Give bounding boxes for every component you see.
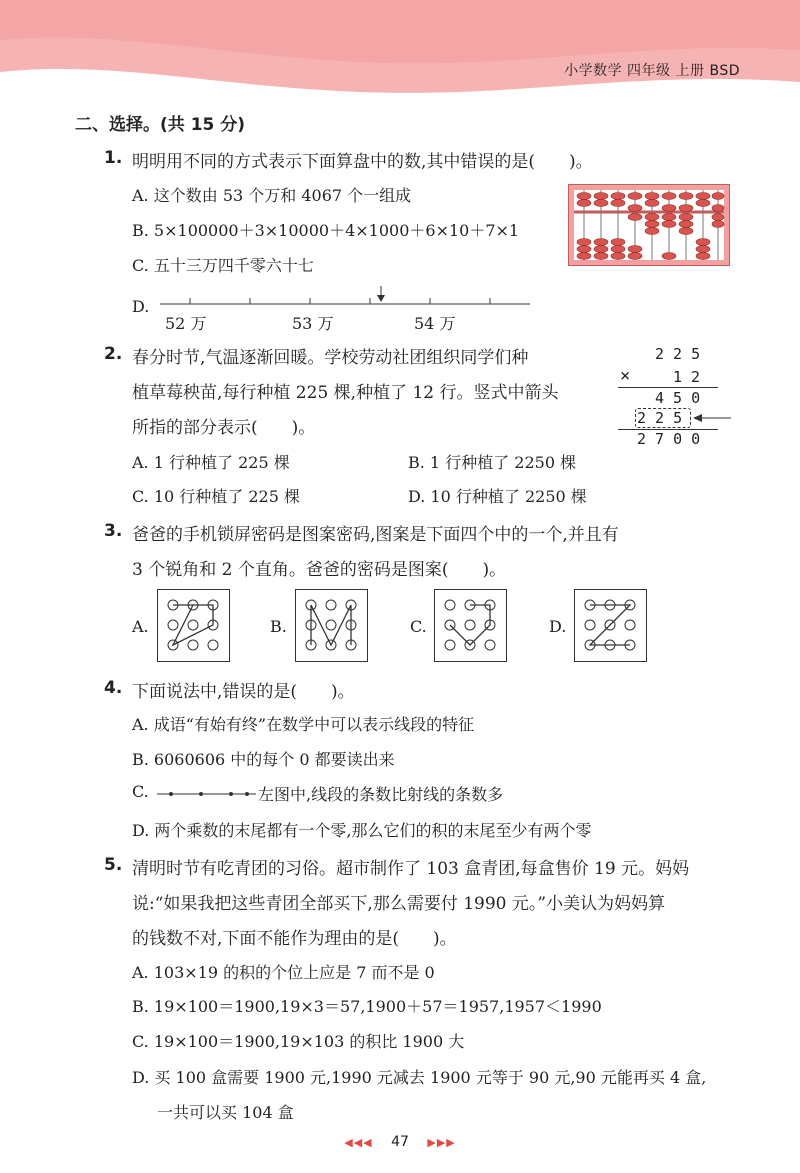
q4-option-c-label: C.	[132, 782, 149, 801]
q3-label-a: A.	[132, 617, 149, 636]
page-number: 47	[391, 1134, 409, 1150]
q1-number: 1.	[104, 148, 123, 168]
q2-stem-line3: 所指的部分表示( )。	[132, 418, 316, 438]
vertical-row-2: 1 2	[673, 368, 701, 386]
section-title: 二、选择。(共 15 分)	[75, 115, 246, 135]
vertical-row-4: 2 2 5	[637, 409, 683, 427]
abacus-image	[568, 184, 730, 270]
q5-number: 5.	[104, 855, 123, 875]
q3-stem-line2: 3 个锐角和 2 个直角。爸爸的密码是图案( )。	[132, 560, 507, 580]
vertical-rule-1	[618, 387, 718, 388]
q2-option-c: C. 10 行种植了 225 棵	[132, 487, 301, 506]
q5-stem-line2: 说:“如果我把这些青团全部买下,那么需要付 1990 元。”小美认为妈妈算	[132, 894, 666, 914]
pattern-c	[434, 589, 507, 666]
q3-stem-line1: 爸爸的手机锁屏密码是图案密码,图案是下面四个中的一个,并且有	[132, 525, 619, 545]
q5-option-a: A. 103×19 的积的个位上应是 7 而不是 0	[132, 963, 435, 982]
q1-option-d: D.	[132, 297, 150, 316]
q3-label-d: D.	[549, 617, 567, 636]
q5-option-d-cont: 一共可以买 104 盒	[157, 1103, 294, 1122]
q2-stem-line2: 植草莓秧苗,每行种植 225 棵,种植了 12 行。竖式中箭头	[132, 383, 559, 403]
q5-option-c: C. 19×100＝1900,19×103 的积比 1900 大	[132, 1032, 465, 1051]
vertical-row-1: 2 2 5	[655, 345, 701, 363]
pattern-d	[574, 589, 647, 666]
segment-ray-figure	[157, 786, 257, 806]
vertical-row-5: 2 7 0 0	[637, 430, 701, 448]
q1-option-b: B. 5×100000＋3×10000＋4×1000＋6×10＋7×1	[132, 221, 520, 240]
q2-option-b: B. 1 行种植了 2250 棵	[408, 453, 577, 472]
q5-stem-line3: 的钱数不对,下面不能作为理由的是( )。	[132, 929, 457, 949]
number-line-label-54: 54 万	[414, 314, 456, 333]
q5-stem-line1: 清明时节有吃青团的习俗。超市制作了 103 盒青团,每盒售价 19 元。妈妈	[132, 859, 690, 879]
vertical-row-3: 4 5 0	[655, 389, 701, 407]
q4-option-b: B. 6060606 中的每个 0 都要读出来	[132, 750, 395, 769]
pattern-b	[295, 589, 368, 666]
q4-option-d: D. 两个乘数的末尾都有一个零,那么它们的积的末尾至少有两个零	[132, 821, 592, 840]
vertical-times-sign: ×	[620, 366, 631, 386]
q3-label-c: C.	[410, 617, 427, 636]
book-series: 小学数学 四年级 上册 BSD	[564, 63, 740, 79]
page-footer	[0, 1134, 800, 1150]
q5-option-b: B. 19×100＝1900,19×3＝57,1900＋57＝1957,1957＜1990	[132, 997, 602, 1016]
q1-stem: 明明用不同的方式表示下面算盘中的数,其中错误的是( )。	[132, 152, 593, 172]
q2-option-d: D. 10 行种植了 2250 棵	[408, 487, 587, 506]
vertical-arrow-icon	[693, 410, 733, 429]
number-line-label-53: 53 万	[292, 314, 334, 333]
q4-stem: 下面说法中,错误的是( )。	[132, 682, 355, 702]
q4-number: 4.	[104, 678, 123, 698]
number-line	[160, 284, 532, 314]
q4-option-a: A. 成语“有始有终”在数学中可以表示线段的特征	[132, 715, 475, 734]
q2-option-a: A. 1 行种植了 225 棵	[132, 453, 290, 472]
q3-number: 3.	[104, 521, 123, 541]
q5-option-d: D. 买 100 盒需要 1900 元,1990 元减去 1900 元等于 90 元,90 元能再买 4 盒,	[132, 1068, 707, 1087]
q2-number: 2.	[104, 344, 123, 364]
footer-right-arrows: ▶▶▶	[427, 1136, 456, 1149]
q1-option-a: A. 这个数由 53 个万和 4067 个一组成	[132, 186, 412, 205]
q3-label-b: B.	[270, 617, 287, 636]
footer-left-arrows: ◀◀◀	[344, 1136, 373, 1149]
q1-option-c: C. 五十三万四千零六十七	[132, 256, 314, 275]
number-line-label-52: 52 万	[165, 314, 207, 333]
pattern-a	[157, 589, 230, 666]
q4-option-c: 左图中,线段的条数比射线的条数多	[258, 785, 504, 804]
q2-stem-line1: 春分时节,气温逐渐回暖。学校劳动社团组织同学们种	[132, 348, 529, 368]
